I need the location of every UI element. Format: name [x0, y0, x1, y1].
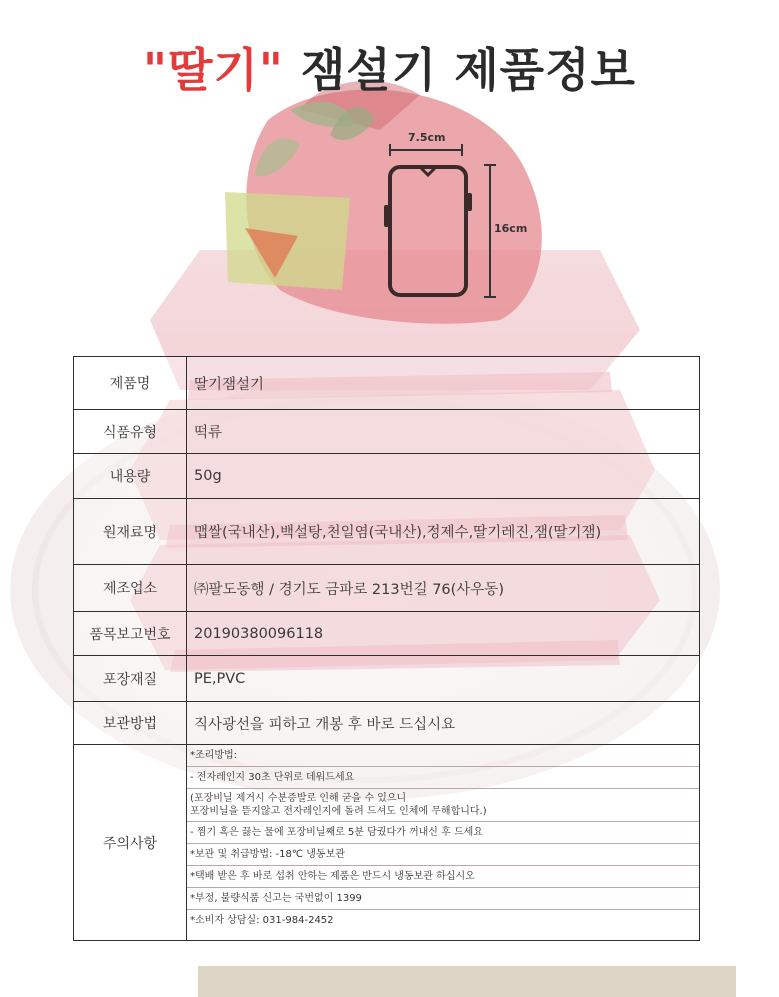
list-item: *부정, 불량식품 신고는 국번없이 1399 — [187, 888, 699, 910]
row-label: 내용량 — [74, 454, 187, 499]
row-label: 원재료명 — [74, 499, 187, 565]
row-value: 딸기잼설기 — [187, 357, 700, 410]
list-item: - 찜기 혹은 끓는 물에 포장비닐째로 5분 담궜다가 꺼내신 후 드세요 — [187, 822, 699, 844]
list-item: *보관 및 취급방법: -18℃ 냉동보관 — [187, 844, 699, 866]
row-label: 보관방법 — [74, 702, 187, 745]
caution-label: 주의사항 — [74, 745, 187, 941]
row-value: 맵쌀(국내산),백설탕,천일염(국내산),정제수,딸기레진,잼(딸기잼) — [187, 499, 700, 565]
table-row — [74, 454, 700, 499]
row-label: 제조업소 — [74, 565, 187, 612]
table-row — [74, 565, 700, 612]
caution-list-cell — [187, 745, 700, 941]
width-label: 7.5cm — [408, 131, 446, 144]
table-row — [74, 499, 700, 565]
row-label: 품목보고번호 — [74, 612, 187, 656]
table-row — [74, 702, 700, 745]
row-label: 포장재질 — [74, 656, 187, 702]
page-title — [0, 34, 779, 100]
product-info-table — [73, 356, 700, 941]
list-item: *택배 받은 후 바로 섭취 안하는 제품은 반드시 냉동보관 하십시오 — [187, 866, 699, 888]
row-value: 20190380096118 — [187, 612, 700, 656]
list-item: - 전자레인지 30초 단위로 데워드세요 — [187, 767, 699, 789]
table-row — [74, 612, 700, 656]
table-row — [74, 410, 700, 454]
table-row — [74, 357, 700, 410]
table-row — [74, 656, 700, 702]
list-item: *소비자 상담실: 031-984-2452 — [190, 915, 334, 926]
height-label: 16cm — [494, 222, 528, 235]
row-value: 직사광선을 피하고 개봉 후 바로 드십시요 — [187, 702, 700, 745]
row-value: 떡류 — [187, 410, 700, 454]
row-label: 제품명 — [74, 357, 187, 410]
row-value: ㈜팔도동행 / 경기도 금파로 213번길 76(사우동) — [187, 565, 700, 612]
row-value: PE,PVC — [187, 656, 700, 702]
next-section-strip — [198, 966, 736, 997]
caution-note-line: (포장비닐 제거시 수분증발로 인해 굳을 수 있으니 — [190, 793, 407, 804]
row-label: 식품유형 — [74, 410, 187, 454]
list-item: *조리방법: — [187, 745, 699, 767]
caution-note-line: 포장비닐을 뜯지않고 전자레인지에 돌려 드셔도 인체에 무해합니다.) — [190, 806, 487, 817]
title-accent: "딸기" — [143, 43, 284, 97]
list-item — [187, 789, 699, 822]
caution-list — [187, 745, 699, 931]
package-dimension-diagram — [370, 125, 540, 305]
title-rest: 잼설기 제품정보 — [300, 43, 636, 97]
package-outline-icon — [370, 125, 540, 305]
row-value: 50g — [187, 454, 700, 499]
caution-row — [74, 745, 700, 941]
